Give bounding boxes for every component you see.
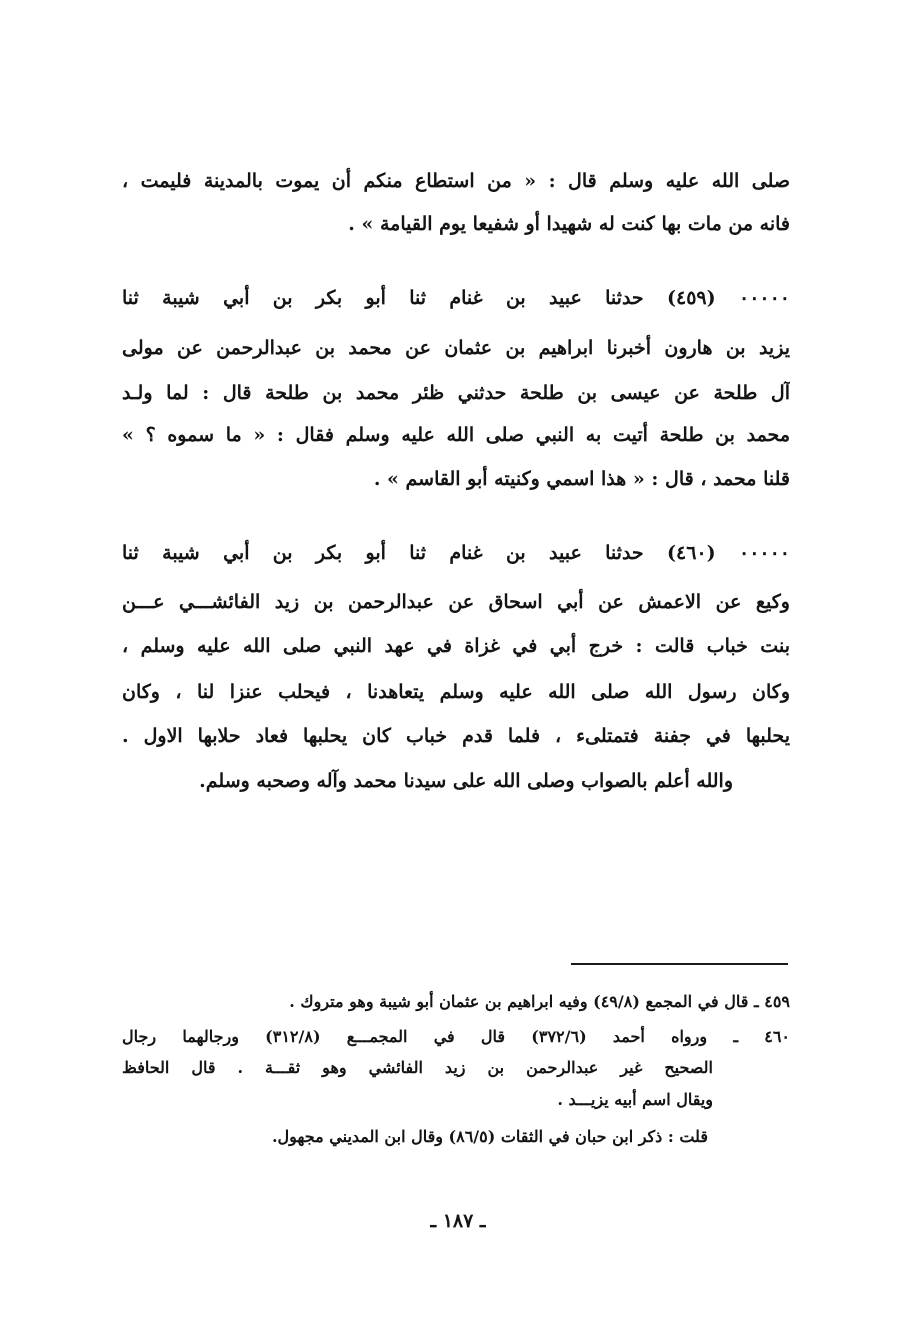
page-number: ـ ١٨٧ ـ [430,1210,486,1232]
footnote-note: قلت : ذكر ابن حبان في الثقات (٨٦/٥) وقال ابن المديني مجهول. [271,1127,708,1146]
body-line: يزيد بن هارون أخبرنا ابراهيم بن عثمان عن محمد بن عبدالرحمن عن مولى [122,337,790,359]
footnote-divider [571,963,788,965]
body-line: وكيع عن الاعمش عن أبي اسحاق عن عبدالرحمن بن زيد الفائشـــي عـــن [122,591,790,613]
footnote-460-line: الصحيح غير عبدالرحمن بن زيد الفائشي وهو ثقـــة . قال الحافظ [122,1058,713,1077]
hadith-459-first-line: ٠٠٠٠٠ (٤٥٩) حدثنا عبيد بن غنام ثنا أبو بكر بن أبي شيبة ثنا [122,287,790,309]
body-line: آل طلحة عن عيسى بن طلحة حدثني ظئر محمد بن طلحة قال : لما ولـد [122,382,790,404]
body-line: قلنا محمد ، قال : « هذا اسمي وكنيته أبو القاسم » . [373,468,790,490]
body-line: بنت خباب قالت : خرج أبي في غزاة في عهد النبي صلى الله عليه وسلم ، [122,635,790,657]
footnote-459: ٤٥٩ ـ قال في المجمع (٤٩/٨) وفيه ابراهيم بن عثمان أبو شيبة وهو متروك . [289,992,790,1011]
footnote-460-line: ويقال اسم أبيه يزيـــد . [557,1090,713,1109]
hadith-460-first-line: ٠٠٠٠٠ (٤٦٠) حدثنا عبيد بن غنام ثنا أبو بكر بن أبي شيبة ثنا [122,542,790,564]
body-line: محمد بن طلحة أتيت به النبي صلى الله عليه وسلم فقال : « ما سموه ؟ » [122,424,790,446]
closing-line: والله أعلم بالصواب وصلى الله على سيدنا محمد وآله وصحبه وسلم. [199,770,733,792]
body-line: وكان رسول الله صلى الله عليه وسلم يتعاهدنا ، فيحلب عنزا لنا ، وكان [122,681,790,703]
footnote-460-line: ٤٦٠ ـ ورواه أحمد (٣٧٢/٦) قال في المجمـــع (٣١٢/٨) ورجالهما رجال [122,1027,790,1046]
body-line: صلى الله عليه وسلم قال : « من استطاع منكم أن يموت بالمدينة فليمت ، [122,170,790,192]
body-line: يحلبها في جفنة فتمتلىء ، فلما قدم خباب كان يحلبها فعاد حلابها الاول . [122,725,790,747]
body-line: فانه من مات بها كنت له شهيدا أو شفيعا يوم القيامة » . [348,213,790,235]
